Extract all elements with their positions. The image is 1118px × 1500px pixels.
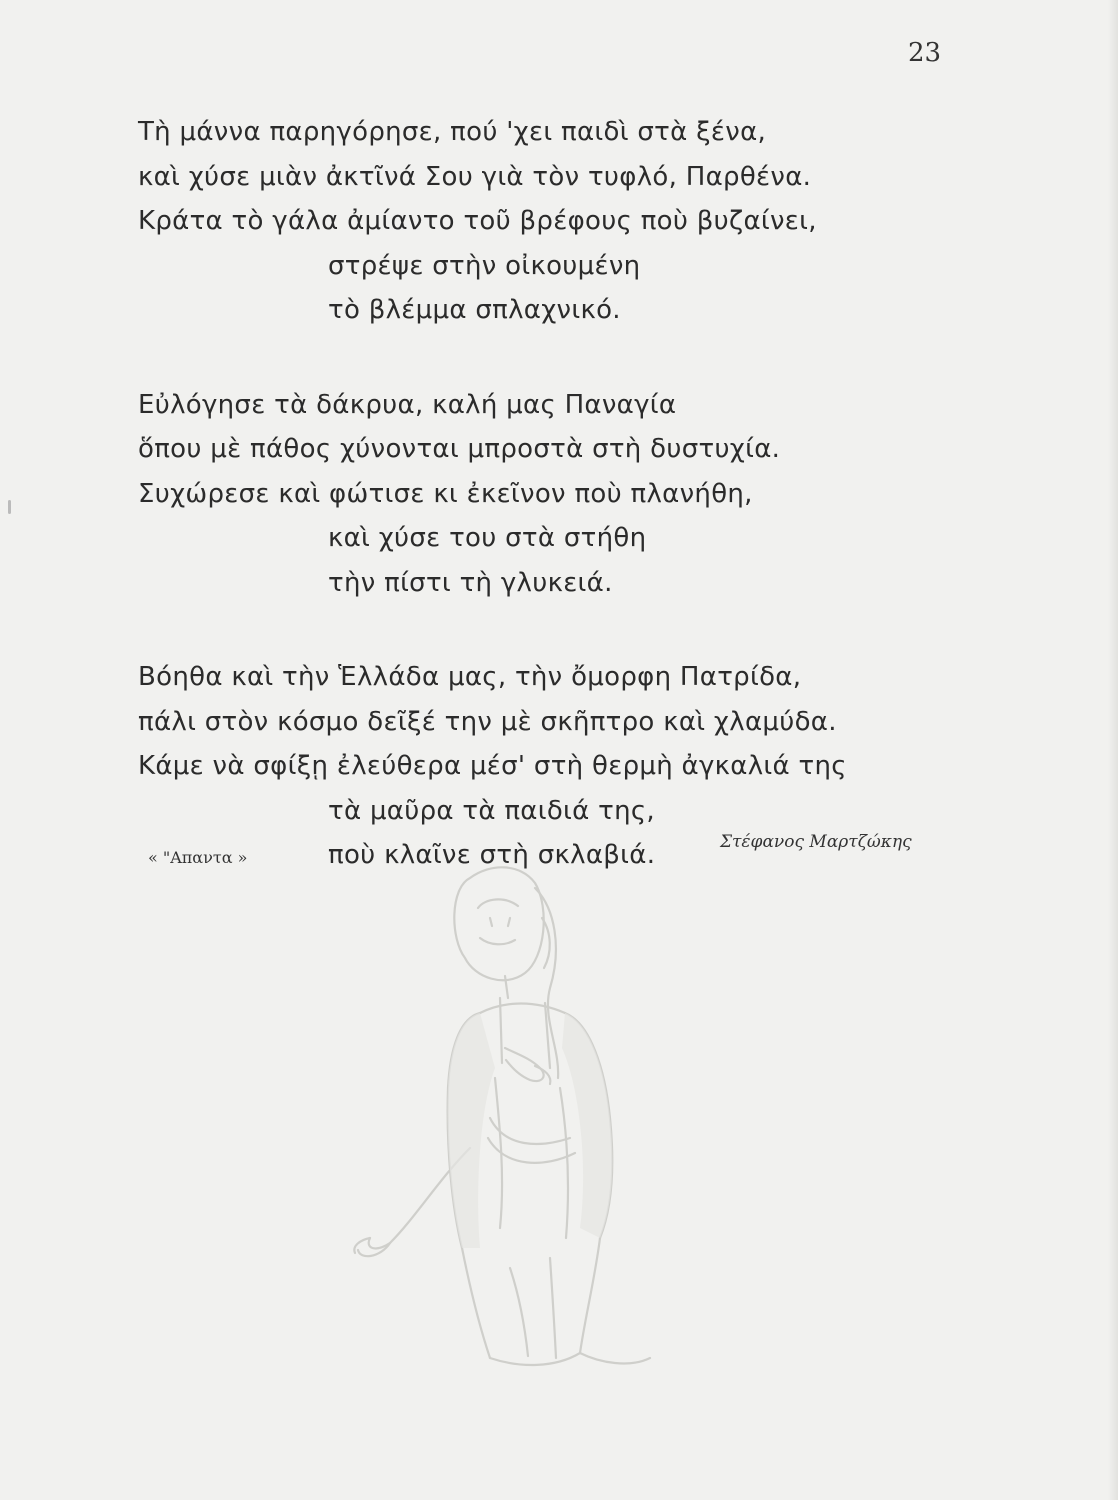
poem-line: Κράτα τὸ γάλα ἀμίαντο τοῦ βρέφους ποὺ βυζαίνει, bbox=[138, 206, 817, 236]
poem-line: τὸ βλέμμα σπλαχνικό. bbox=[328, 295, 621, 325]
poem-line: τὰ μαῦρα τὰ παιδιά της, bbox=[328, 795, 655, 826]
poem-line: Βόηθα καὶ τὴν Ἑλλάδα μας, τὴν ὄμορφη Πατρίδα, bbox=[138, 662, 802, 692]
page-number: 23 bbox=[908, 38, 942, 68]
poem-line: πάλι στὸν κόσμο δεῖξέ την μὲ σκῆπτρο καὶ χλαμύδα. bbox=[138, 706, 837, 737]
poem-line: Εὐλόγησε τὰ δάκρυα, καλή μας Παναγία bbox=[138, 389, 677, 420]
stanza bbox=[138, 110, 1038, 333]
kneeling-figure-illustration bbox=[330, 848, 690, 1388]
poem-line: Τὴ μάννα παρηγόρησε, πού 'χει παιδὶ στὰ ξένα, bbox=[138, 117, 767, 147]
scan-mark bbox=[8, 500, 11, 514]
poem-line: καὶ χύσε μιὰν ἀκτῖνά Σου γιὰ τὸν τυφλό, Παρθένα. bbox=[138, 161, 812, 192]
poem-line: ὅπου μὲ πάθος χύνονται μπροστὰ στὴ δυστυχία. bbox=[138, 434, 781, 464]
poem-line: ποὺ κλαῖνε στὴ σκλαβιά. bbox=[328, 840, 656, 870]
poem bbox=[138, 110, 1038, 928]
poem-line: Συχώρεσε καὶ φώτισε κι ἐκεῖνον ποὺ πλανήθη, bbox=[138, 478, 753, 509]
stanza bbox=[138, 383, 1038, 606]
poem-line: καὶ χύσε του στὰ στήθη bbox=[328, 523, 647, 553]
page-edge bbox=[1108, 0, 1118, 1500]
poem-line: στρέψε στὴν οἰκουμένη bbox=[328, 250, 641, 281]
poem-line: τὴν πίστι τὴ γλυκειά. bbox=[328, 567, 613, 598]
source-citation: « "Απαντα » bbox=[148, 848, 248, 867]
poem-line: Κάμε νὰ σφίξῃ ἐλεύθερα μέσ' στὴ θερμὴ ἀγκαλιά της bbox=[138, 751, 847, 781]
author-signature: Στέφανος Μαρτζώκης bbox=[720, 832, 912, 852]
